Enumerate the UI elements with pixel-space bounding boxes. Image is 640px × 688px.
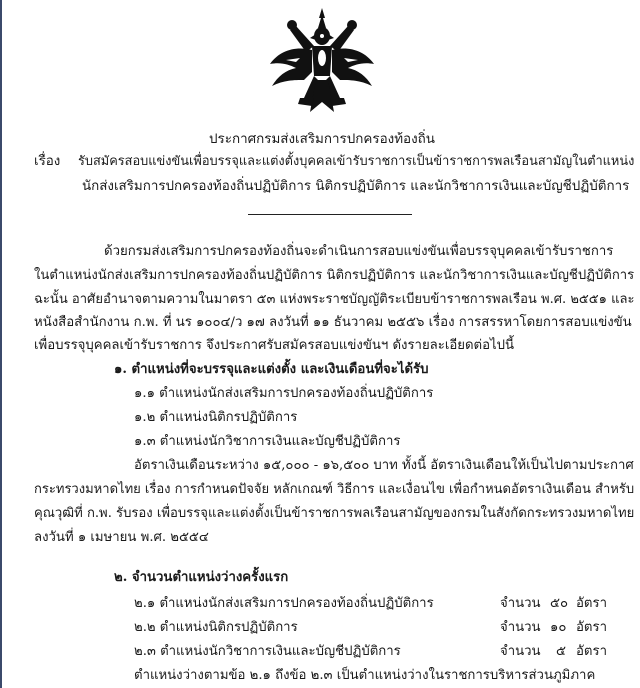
header-divider [248,214,412,215]
vacancy-label: ๒.๓ ตำแหน่งนักวิชาการเงินและบัญชีปฏิบัติการ [134,644,401,659]
vacancy-label: ๒.๑ ตำแหน่งนักส่งเสริมการปกครองท้องถิ่นปฏิบัติการ [134,596,434,611]
section-2-heading: ๒. จำนวนตำแหน่งว่างครั้งแรก [114,570,289,585]
section-1-item: ๑.๓ ตำแหน่งนักวิชาการเงินและบัญชีปฏิบัติการ [134,434,401,449]
vacancy-count: ๑๐ [550,620,567,635]
vacancy-count-label: จำนวน [500,620,541,635]
vacancy-count: ๕ [556,644,566,659]
salary-line: กระทรวงมหาดไทย เรื่อง การกำหนดปัจจัย หลักเกณฑ์ วิธีการ และเงื่อนไข เพื่อกำหนดอัตราเงินเดือน สำหรับ [34,482,635,497]
subject-label: เรื่อง [34,154,61,169]
subject-line-1: รับสมัครสอบแข่งขันเพื่อบรรจุและแต่งตั้งบุคคลเข้ารับราชการเป็นข้าราชการพลเรือนสามัญในตำแหน่ง [78,154,635,169]
intro-line: ฉะนั้น อาศัยอำนาจตามความในมาตรา ๕๓ แห่งพระราชบัญญัติระเบียบข้าราชการพลเรือน พ.ศ. ๒๕๕๑ และ [34,292,635,307]
vacancy-count-label: จำนวน [500,644,541,659]
intro-line: หนังสือสำนักงาน ก.พ. ที่ นร ๑๐๐๔/ว ๑๗ ลงวันที่ ๑๑ ธันวาคม ๒๕๕๖ เรื่อง การสรรหาโดยการสอบแข่งขัน [34,315,632,330]
intro-line: เพื่อบรรจุบุคคลเข้ารับราชการ จึงประกาศรับสมัครสอบแข่งขันฯ ดังรายละเอียดต่อไปนี้ [34,338,515,353]
vacancy-label: ๒.๒ ตำแหน่งนิติกรปฏิบัติการ [134,620,298,635]
salary-line: คุณวุฒิที่ ก.พ. รับรอง เพื่อบรรจุและแต่งตั้งเป็นข้าราชการพลเรือนสามัญของกรมในสังกัดกระทรวงมหาดไทย [34,506,635,521]
salary-line: ลงวันที่ ๑ เมษายน พ.ศ. ๒๕๕๔ [34,530,209,545]
section-1-item: ๑.๒ ตำแหน่งนิติกรปฏิบัติการ [134,410,298,425]
vacancy-count-label: จำนวน [500,596,541,611]
salary-line: อัตราเงินเดือนระหว่าง ๑๕,๐๐๐ - ๑๖,๕๐๐ บาท ทั้งนี้ อัตราเงินเดือนให้เป็นไปตามประกาศ [134,458,634,473]
vacancy-unit: อัตรา [576,620,607,635]
announcement-issuer: ประกาศกรมส่งเสริมการปกครองท้องถิ่น [209,132,435,147]
vacancy-note: ตำแหน่งว่างตามข้อ ๒.๑ ถึงข้อ ๒.๓ เป็นตำแหน่งว่างในราชการบริหารส่วนภูมิภาค [134,668,596,683]
intro-line: ด้วยกรมส่งเสริมการปกครองท้องถิ่นจะดำเนินการสอบแข่งขันเพื่อบรรจุบุคคลเข้ารับราชการ [104,244,614,259]
section-1-item: ๑.๑ ตำแหน่งนักส่งเสริมการปกครองท้องถิ่นปฏิบัติการ [134,386,434,401]
subject-line-2: นักส่งเสริมการปกครองท้องถิ่นปฏิบัติการ นิติกรปฏิบัติการ และนักวิชาการเงินและบัญชีปฏิบัติการ [82,179,630,194]
vacancy-unit: อัตรา [576,596,607,611]
section-1-heading: ๑. ตำแหน่งที่จะบรรจุและแต่งตั้ง และเงินเดือนที่จะได้รับ [114,362,429,377]
intro-line: ในตำแหน่งนักส่งเสริมการปกครองท้องถิ่นปฏิบัติการ นิติกรปฏิบัติการ และนักวิชาการเงินและบัญชีปฏิบัติการ [34,268,635,283]
garuda-emblem [266,6,378,118]
vacancy-unit: อัตรา [576,644,607,659]
vacancy-count: ๕๐ [550,596,569,611]
